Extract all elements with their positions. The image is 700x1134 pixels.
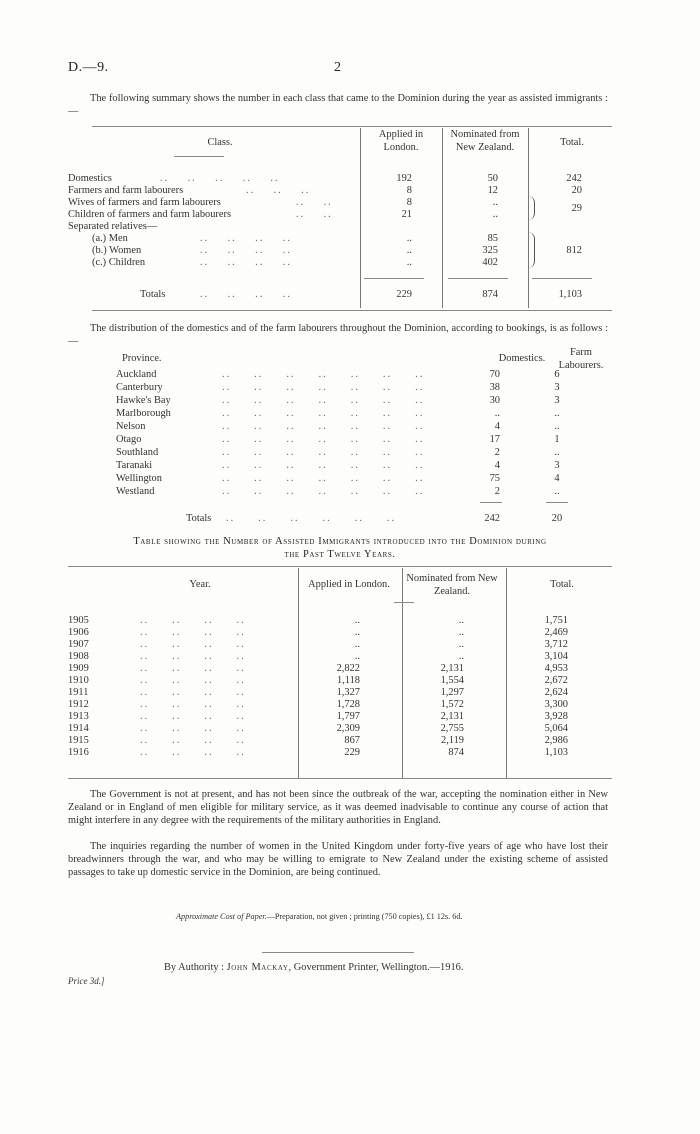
nz-value: .. [458, 615, 464, 626]
leader-dots: .. .. .. .. [140, 711, 246, 722]
domestics-value: 75 [489, 473, 500, 484]
cost-note-text: —Preparation, not given ; printing (750 copies), £1 12s. 6d. [266, 912, 463, 921]
london-value: .. [354, 615, 360, 626]
table-row-label: Farmers and farm labourers [68, 185, 184, 196]
nz-value: .. [492, 209, 498, 220]
price: Price 3d.] [68, 976, 105, 986]
province-name: Canterbury [116, 382, 163, 393]
leader-dots: .. .. .. .. .. .. .. [222, 382, 425, 393]
nz-column-header: Nominated from New Zealand. [406, 573, 498, 597]
leader-dots: .. .. .. .. .. .. .. [222, 473, 425, 484]
nz-value: .. [492, 197, 498, 208]
domestics-value: 2 [494, 486, 500, 497]
london-value: 192 [396, 173, 412, 184]
farm-value: 3 [554, 382, 560, 393]
total-value: 3,928 [544, 711, 568, 722]
nz-value: 2,131 [440, 711, 464, 722]
domestics-total: 242 [484, 513, 500, 524]
london-value: 1,797 [336, 711, 360, 722]
year-label: 1914 [68, 723, 89, 734]
leader-dots: .. .. .. .. .. .. .. [222, 447, 425, 458]
leader-dots: .. .. .. .. [140, 639, 246, 650]
nz-value: 50 [487, 173, 498, 184]
total-value: 3,712 [544, 639, 568, 650]
total-value: 29 [571, 203, 582, 214]
nz-value: 325 [482, 245, 498, 256]
leader-dots: .. .. .. .. .. .. .. [222, 421, 425, 432]
london-value: .. [354, 627, 360, 638]
year-label: 1907 [68, 639, 89, 650]
nz-value: 2,755 [440, 723, 464, 734]
leader-dots: .. .. .. .. .. .. [226, 513, 397, 524]
province-name: Hawke's Bay [116, 395, 171, 406]
leader-dots: .. .. .. .. [140, 687, 246, 698]
table-rule [92, 126, 612, 127]
nz-value: 1,554 [440, 675, 464, 686]
year-label: 1916 [68, 747, 89, 758]
london-value: 21 [401, 209, 412, 220]
farm-value: 4 [554, 473, 560, 484]
nz-value: 1,297 [440, 687, 464, 698]
totals-rule [532, 278, 592, 279]
cost-note-label: Approximate Cost of Paper. [176, 912, 267, 921]
totals-label: Totals [186, 513, 212, 524]
total-value: 2,624 [544, 687, 568, 698]
province-name: Auckland [116, 369, 157, 380]
leader-dots: .. .. .. .. [200, 233, 292, 244]
london-value: 229 [344, 747, 360, 758]
brace [528, 232, 535, 268]
province-name: Wellington [116, 473, 162, 484]
year-label: 1915 [68, 735, 89, 746]
imprint-prefix: By Authority : [164, 962, 227, 973]
footer-rule [262, 952, 414, 953]
leader-dots: .. .. .. [246, 185, 311, 196]
total-value: 20 [571, 185, 582, 196]
total-value: 812 [566, 245, 582, 256]
nz-value: 85 [487, 233, 498, 244]
nz-value: 402 [482, 257, 498, 268]
farm-value: .. [554, 486, 560, 497]
leader-dots: .. .. [296, 197, 333, 208]
london-value: .. [354, 651, 360, 662]
totals-rule [364, 278, 424, 279]
nz-value: 2,131 [440, 663, 464, 674]
leader-dots: .. .. .. .. [200, 245, 292, 256]
year-label: 1909 [68, 663, 89, 674]
london-total: 229 [396, 289, 412, 300]
london-column-header: Applied in London. [308, 579, 390, 590]
intro-paragraph: The following summary shows the number in each class that came to the Dominion during the year as assisted immigrants :— [68, 93, 608, 117]
totals-rule [480, 502, 502, 503]
table-row-label: Separated relatives— [68, 221, 158, 232]
london-value: .. [406, 257, 412, 268]
table-row-label: Domestics [68, 173, 112, 184]
table-row-label: (c.) Children [92, 257, 146, 268]
imprint [164, 962, 463, 973]
leader-dots: .. .. .. .. [140, 651, 246, 662]
total-value: 4,953 [544, 663, 568, 674]
column-divider [402, 568, 403, 778]
total-value: 2,672 [544, 675, 568, 686]
farm-column-header: Farm Labourers. [558, 347, 604, 371]
province-name: Marlborough [116, 408, 171, 419]
domestics-value: 4 [494, 421, 500, 432]
london-column-header: Applied in London. [378, 129, 424, 153]
leader-dots: .. .. .. .. [140, 735, 246, 746]
domestics-column-header: Domestics. [498, 353, 546, 364]
nz-value: .. [458, 639, 464, 650]
printer-name: John Mackay [226, 962, 289, 973]
cost-note [176, 912, 462, 922]
total-column-header: Total. [560, 137, 584, 148]
leader-dots: .. .. .. .. .. .. .. [222, 460, 425, 471]
province-name: Westland [116, 486, 155, 497]
year-label: 1908 [68, 651, 89, 662]
total-value: 5,064 [544, 723, 568, 734]
domestics-value: 70 [489, 369, 500, 380]
domestics-value: 38 [489, 382, 500, 393]
farm-value: 3 [554, 460, 560, 471]
military-service-paragraph: The Government is not at present, and has not been since the outbreak of the war, accepting the nomination either in New Zealand or in England of men eligible for military service, as it was deemed inadvisable to continue any course of action that might interfere in any degree with the requirements of the military authorities in England. [68, 789, 608, 826]
leader-dots: .. .. .. .. .. .. .. [222, 369, 425, 380]
farm-value: 3 [554, 395, 560, 406]
leader-dots: .. .. .. .. [140, 747, 246, 758]
leader-dots: .. .. .. .. .. .. .. [222, 395, 425, 406]
leader-dots: .. .. .. .. [140, 663, 246, 674]
leader-dots: .. .. .. .. .. [160, 173, 280, 184]
header-short-rule [174, 156, 224, 157]
nz-value: 874 [448, 747, 464, 758]
years-table-title: Table showing the Number of Assisted Immigrants introduced into the Dominion during [133, 536, 547, 547]
province-name: Taranaki [116, 460, 153, 471]
total-value: 2,469 [544, 627, 568, 638]
london-value: .. [354, 639, 360, 650]
totals-label: Totals [140, 289, 166, 300]
total-value: 2,986 [544, 735, 568, 746]
leader-dots: .. .. .. .. [200, 289, 292, 300]
leader-dots: .. .. .. .. [140, 615, 246, 626]
london-value: .. [406, 233, 412, 244]
table-row-label: (a.) Men [92, 233, 128, 244]
distribution-paragraph: The distribution of the domestics and of the farm labourers throughout the Dominion, according to bookings, is as follows :— [68, 323, 608, 347]
farm-value: 1 [554, 434, 560, 445]
leader-dots: .. .. .. .. [140, 699, 246, 710]
london-value: 8 [406, 185, 412, 196]
farm-total: 20 [551, 513, 563, 524]
column-divider [506, 568, 507, 778]
london-value: .. [406, 245, 412, 256]
leader-dots: .. .. .. .. [140, 627, 246, 638]
total-value: 3,104 [544, 651, 568, 662]
domestics-value: 2 [494, 447, 500, 458]
year-label: 1906 [68, 627, 89, 638]
london-value: 2,822 [336, 663, 360, 674]
nz-value: .. [458, 651, 464, 662]
class-column-header: Class. [207, 137, 233, 148]
total-value: 242 [566, 173, 582, 184]
column-divider [298, 568, 299, 778]
total-column-header: Total. [550, 579, 574, 590]
domestics-value: 30 [489, 395, 500, 406]
leader-dots: .. .. .. .. [140, 675, 246, 686]
london-value: 1,327 [336, 687, 360, 698]
farm-value: 6 [554, 369, 560, 380]
table-rule [68, 778, 612, 779]
total-value: 1,751 [544, 615, 568, 626]
total-value: 1,103 [544, 747, 568, 758]
imprint-suffix: , Government Printer, Wellington.—1916. [288, 962, 464, 973]
province-name: Nelson [116, 421, 146, 432]
nz-total: 874 [482, 289, 498, 300]
london-value: 867 [344, 735, 360, 746]
year-label: 1905 [68, 615, 89, 626]
nz-value: 1,572 [440, 699, 464, 710]
grand-total: 1,103 [558, 289, 582, 300]
farm-value: .. [554, 408, 560, 419]
leader-dots: .. .. [296, 209, 333, 220]
leader-dots: .. .. .. .. .. .. .. [222, 408, 425, 419]
year-column-header: Year. [189, 579, 211, 590]
table-rule [68, 566, 612, 567]
province-name: Southland [116, 447, 159, 458]
brace [528, 196, 535, 220]
domestics-value: 17 [489, 434, 500, 445]
page-number: 2 [334, 60, 341, 75]
women-inquiry-paragraph: The inquiries regarding the number of women in the United Kingdom under forty-five years of age who have lost their breadwinners through the war, and who may be willing to emigrate to New Zealand under the existing scheme of assisted passages to take up domestic service in the Dominion, are being continued. [68, 841, 608, 878]
year-label: 1911 [68, 687, 89, 698]
farm-value: .. [554, 447, 560, 458]
province-name: Otago [116, 434, 142, 445]
totals-rule [546, 502, 568, 503]
domestics-value: 4 [494, 460, 500, 471]
totals-rule [448, 278, 508, 279]
leader-dots: .. .. .. .. [200, 257, 292, 268]
nz-column-header: Nominated from New Zealand. [450, 129, 520, 153]
table-row-label: (b.) Women [92, 245, 142, 256]
domestics-value: .. [494, 408, 500, 419]
years-table-subtitle: the Past Twelve Years. [284, 549, 396, 560]
nz-value: 12 [487, 185, 498, 196]
london-value: 8 [406, 197, 412, 208]
farm-value: .. [554, 421, 560, 432]
london-value: 2,309 [336, 723, 360, 734]
province-column-header: Province. [122, 353, 162, 364]
document-reference: D.—9. [68, 60, 109, 75]
table-rule [92, 310, 612, 311]
london-value: 1,728 [336, 699, 360, 710]
year-label: 1913 [68, 711, 89, 722]
leader-dots: .. .. .. .. .. .. .. [222, 486, 425, 497]
leader-dots: .. .. .. .. .. .. .. [222, 434, 425, 445]
year-label: 1910 [68, 675, 89, 686]
nz-value: .. [458, 627, 464, 638]
nz-value: 2,119 [441, 735, 464, 746]
london-value: 1,118 [337, 675, 360, 686]
total-value: 3,300 [544, 699, 568, 710]
table-row-label: Children of farmers and farm labourers [68, 209, 232, 220]
table-row-label: Wives of farmers and farm labourers [68, 197, 221, 208]
year-label: 1912 [68, 699, 89, 710]
header-short-rule [394, 602, 414, 603]
leader-dots: .. .. .. .. [140, 723, 246, 734]
